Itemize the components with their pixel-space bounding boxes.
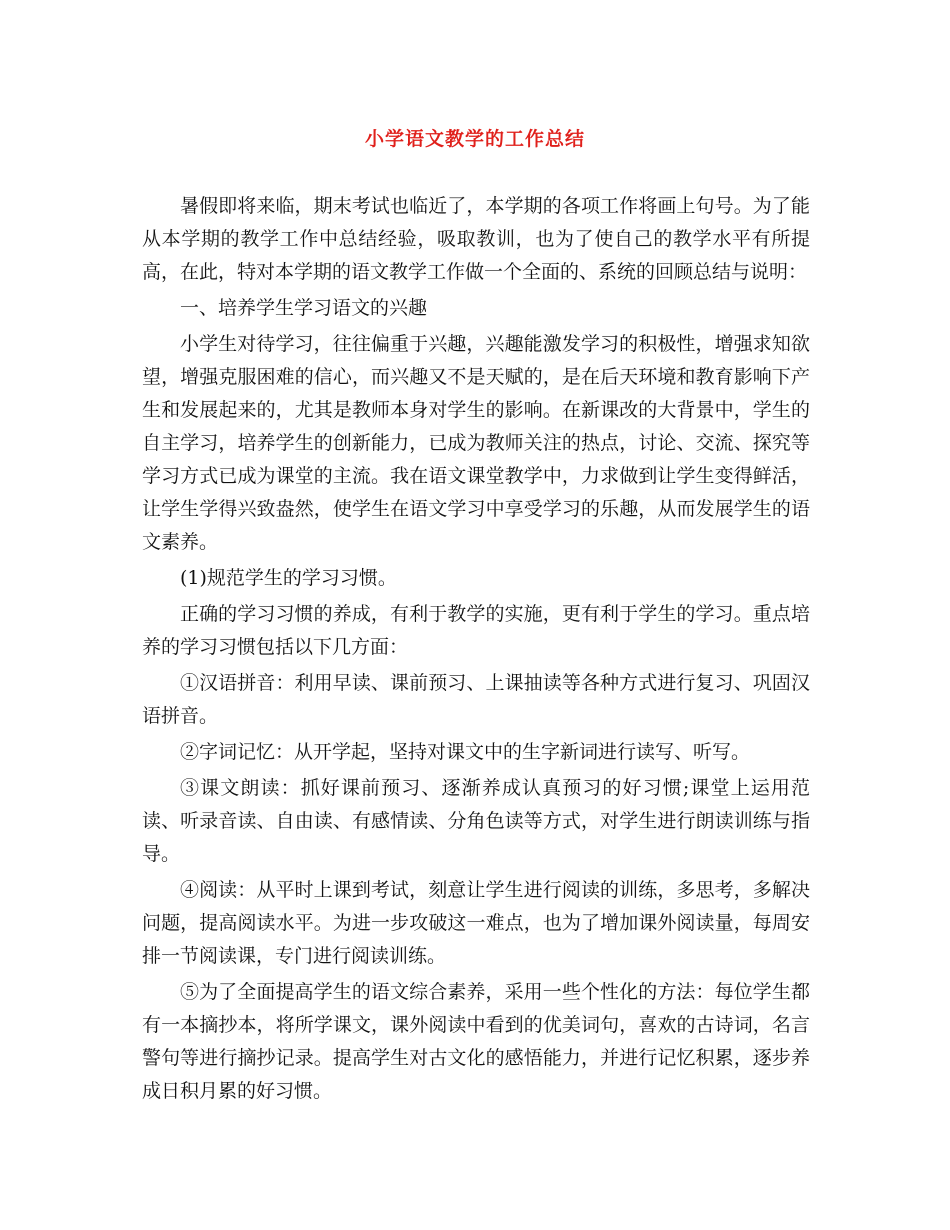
list-item-literacy: ⑤为了全面提高学生的语文综合素养，采用一些个性化的方法：每位学生都有一本摘抄本，将所学课文，课外阅读中看到的优美词句，喜欢的古诗词，名言警句等进行摘抄记录。提高学生对古文化的感悟能力，并进行记忆积累，逐步养成日积月累的好习惯。	[142, 981, 810, 1102]
section-heading-1: 一、培养学生学习语文的兴趣	[180, 297, 428, 319]
subsection-heading-1: (1)规范学生的学习习惯。	[180, 567, 397, 589]
paragraph-interest: 小学生对待学习，往往偏重于兴趣，兴趣能激发学习的积极性，增强求知欲望，增强克服困难的信心，而兴趣又不是天赋的，是在后天环境和教育影响下产生和发展起来的，尤其是教师本身对学生的影响。在新课改的大背景中，学生的自主学习，培养学生的创新能力，已成为教师关注的热点，讨论、交流、探究等学习方式已成为课堂的主流。我在语文课堂教学中，力求做到让学生变得鲜活，让学生学得兴致盎然，使学生在语文学习中享受学习的乐趣，从而发展学生的语文素养。	[142, 333, 810, 553]
list-item-vocabulary: ②字词记忆：从开学起，坚持对课文中的生字新词进行读写、听写。	[180, 741, 751, 763]
list-item-pinyin: ①汉语拼音：利用早读、课前预习、上课抽读等各种方式进行复习、巩固汉语拼音。	[142, 672, 810, 727]
document-body	[142, 190, 810, 1108]
list-item-reading-aloud: ③课文朗读：抓好课前预习、逐渐养成认真预习的好习惯;课堂上运用范读、听录音读、自由读、有感情读、分角色读等方式，对学生进行朗读训练与指导。	[142, 777, 810, 865]
paragraph-intro: 暑假即将来临，期末考试也临近了，本学期的各项工作将画上句号。为了能从本学期的教学工作中总结经验，吸取教训，也为了使自己的教学水平有所提高，在此，特对本学期的语文教学工作做一个全面的、系统的回顾总结与说明：	[142, 195, 810, 283]
paragraph-habits: 正确的学习习惯的养成，有利于教学的实施，更有利于学生的学习。重点培养的学习习惯包括以下几方面：	[142, 603, 810, 658]
list-item-reading: ④阅读：从平时上课到考试，刻意让学生进行阅读的训练，多思考，多解决问题，提高阅读水平。为进一步攻破这一难点，也为了增加课外阅读量，每周安排一节阅读课，专门进行阅读训练。	[142, 879, 810, 967]
document-title: 小学语文教学的工作总结	[364, 128, 585, 150]
